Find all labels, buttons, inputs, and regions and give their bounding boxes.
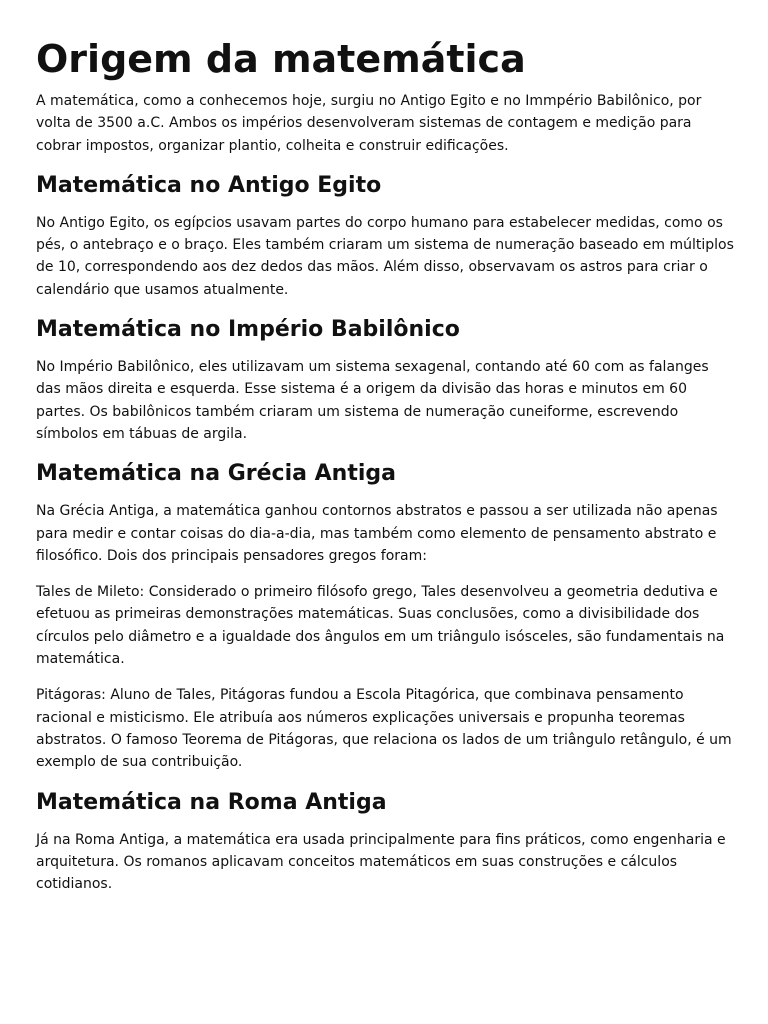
intro-paragraph: A matemática, como a conhecemos hoje, surgiu no Antigo Egito e no Immpério Babilônico, por volta de 3500 a.C. Ambos os impérios desenvolveram sistemas de contagem e medição para cobrar impostos, organizar plantio, colheita e construir edificações. [36,93,702,154]
section-paragraph: Tales de Mileto: Considerado o primeiro filósofo grego, Tales desenvolveu a geometria dedutiva e efetuou as primeiras demonstrações matemáticas. Suas conclusões, como a divisibilidade dos círculos pelo diâmetro e a igualdade dos ângulos em um triângulo isósceles, são fundamentais na matemática. [36,584,725,668]
section-heading: Matemática no Antigo Egito [36,172,382,198]
page-title: Origem da matemática [36,37,526,81]
section-heading: Matemática na Grécia Antiga [36,461,396,487]
section-grecia-antiga [36,459,734,773]
section-heading: Matemática na Roma Antiga [36,789,387,815]
section-imperio-babilonico [36,315,734,445]
section-paragraph: No Antigo Egito, os egípcios usavam partes do corpo humano para estabelecer medidas, como os pés, o antebraço e o braço. Eles também criaram um sistema de numeração baseado em múltiplos de 10, correspondendo aos dez dedos das mãos. Além disso, observavam os astros para criar o calendário que usamos atualmente. [36,214,734,298]
section-paragraph: Na Grécia Antiga, a matemática ganhou contornos abstratos e passou a ser utilizada não apenas para medir e contar coisas do dia-a-dia, mas também como elemento de pensamento abstrato e filosófico. Dois dos principais pensadores gregos foram: [36,503,718,564]
section-antigo-egito [36,171,734,301]
section-roma-antiga [36,788,734,896]
section-paragraph: Pitágoras: Aluno de Tales, Pitágoras fundou a Escola Pitagórica, que combinava pensamento racional e misticismo. Ele atribuía aos números explicações universais e propunha teoremas abstratos. O famoso Teorema de Pitágoras, que relaciona os lados de um triângulo retângulo, é um exemplo de sua contribuição. [36,687,732,771]
section-paragraph: No Império Babilônico, eles utilizavam um sistema sexagenal, contando até 60 com as falanges das mãos direita e esquerda. Esse sistema é a origem da divisão das horas e minutos em 60 partes. Os babilônicos também criaram um sistema de numeração cuneiforme, escrevendo símbolos em tábuas de argila. [36,359,709,442]
section-heading: Matemática no Império Babilônico [36,317,460,343]
section-paragraph: Já na Roma Antiga, a matemática era usada principalmente para fins práticos, como engenharia e arquitetura. Os romanos aplicavam conceitos matemáticos em suas construções e cálculos cotidianos. [36,831,726,893]
